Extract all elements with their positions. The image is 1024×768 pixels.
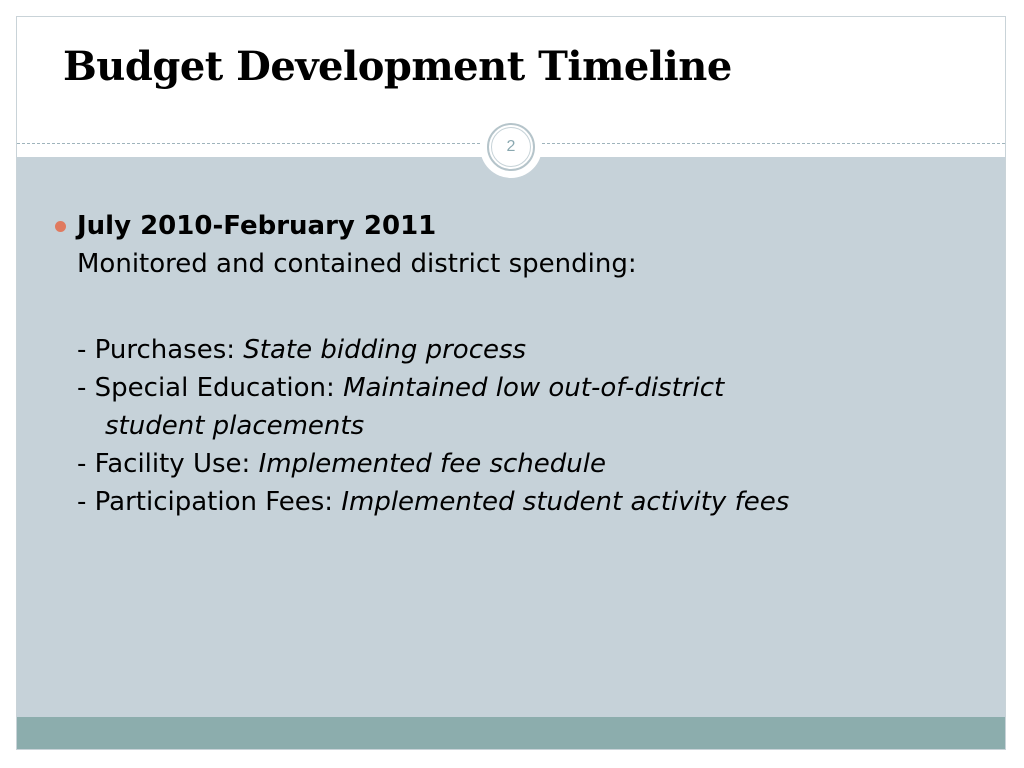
item-purchases <box>77 331 975 369</box>
bullet-heading: July 2010-February 2011 <box>77 211 437 241</box>
slide <box>16 16 1006 750</box>
item-label: - Purchases: <box>77 335 244 365</box>
bullet-item <box>77 207 975 521</box>
item-facility-use <box>77 445 975 483</box>
item-detail: Maintained low out-of-district <box>343 373 725 403</box>
bullet-list <box>55 207 975 521</box>
spacer <box>77 283 975 331</box>
item-detail: State bidding process <box>243 335 527 365</box>
item-detail: Implemented student activity fees <box>341 487 790 517</box>
item-label: - Participation Fees: <box>77 487 342 517</box>
item-participation-fees <box>77 483 975 521</box>
item-label: - Facility Use: <box>77 449 259 479</box>
slide-title: Budget Development Timeline <box>63 43 732 90</box>
item-detail: Implemented fee schedule <box>258 449 606 479</box>
item-detail-continuation: student placements <box>105 411 365 441</box>
bullet-intro: Monitored and contained district spending: <box>77 249 637 279</box>
item-label: - Special Education: <box>77 373 344 403</box>
item-special-education <box>77 369 975 407</box>
bullet-dot-icon <box>55 221 66 232</box>
page-number: 2 <box>491 127 531 167</box>
footer-bar <box>17 717 1005 749</box>
